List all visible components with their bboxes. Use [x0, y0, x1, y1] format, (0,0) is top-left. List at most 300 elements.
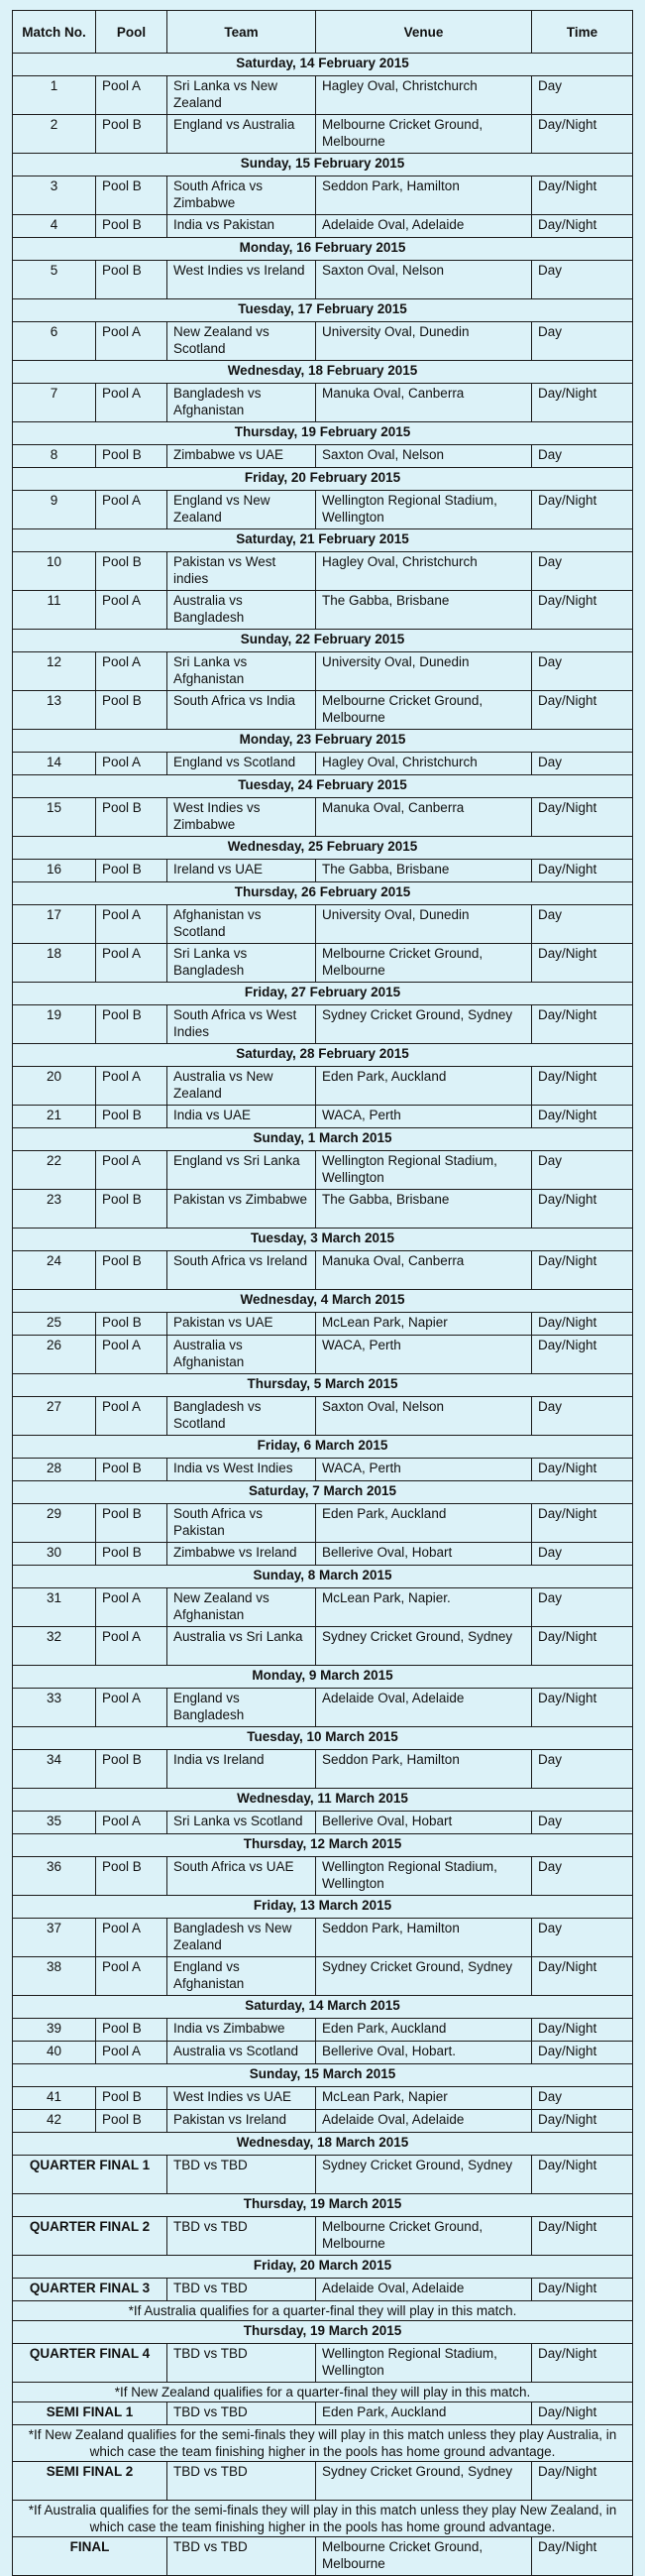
match-row: [13, 115, 633, 154]
venue-cell: Manuka Oval, Canberra: [316, 798, 532, 837]
date-row: [13, 299, 633, 322]
time-cell: Day/Night: [532, 2537, 633, 2576]
time-cell: Day/Night: [532, 1627, 633, 1666]
schedule-body: [13, 54, 633, 2576]
time-cell: Day: [532, 445, 633, 468]
match-number-cell: 26: [13, 1336, 96, 1374]
date-row: [13, 1666, 633, 1689]
venue-cell: Wellington Regional Stadium, Wellington: [316, 491, 532, 529]
header-venue: Venue: [316, 11, 532, 54]
knockout-row: [13, 2344, 633, 2383]
venue-cell: Wellington Regional Stadium, Wellington: [316, 1857, 532, 1896]
date-heading: Saturday, 21 February 2015: [13, 529, 633, 552]
venue-cell: Adelaide Oval, Adelaide: [316, 2279, 532, 2301]
time-cell: Day/Night: [532, 860, 633, 882]
team-cell: West Indies vs Ireland: [167, 261, 316, 299]
match-number-cell: 37: [13, 1919, 96, 1957]
pool-cell: Pool B: [96, 1190, 167, 1229]
pool-cell: Pool B: [96, 115, 167, 154]
date-heading: Sunday, 1 March 2015: [13, 1128, 633, 1151]
time-cell: Day/Night: [532, 2019, 633, 2042]
pool-cell: Pool A: [96, 76, 167, 115]
match-number-cell: 9: [13, 491, 96, 529]
footnote: *If Australia qualifies for a quarter-final they will play in this match.: [13, 2301, 633, 2321]
team-cell: England vs Sri Lanka: [167, 1151, 316, 1190]
date-row: [13, 361, 633, 384]
time-cell: Day: [532, 1151, 633, 1190]
team-cell: Pakistan vs West indies: [167, 552, 316, 591]
date-row: [13, 1896, 633, 1919]
match-row: [13, 1459, 633, 1481]
team-cell: England vs New Zealand: [167, 491, 316, 529]
pool-cell: Pool B: [96, 1543, 167, 1566]
match-row: [13, 1251, 633, 1290]
date-heading: Sunday, 15 February 2015: [13, 154, 633, 176]
match-row: [13, 753, 633, 775]
date-heading: Friday, 20 February 2015: [13, 468, 633, 491]
date-row: [13, 1290, 633, 1313]
team-cell: India vs Pakistan: [167, 215, 316, 238]
team-cell: Bangladesh vs Afghanistan: [167, 384, 316, 422]
time-cell: Day/Night: [532, 1504, 633, 1543]
knockout-row: [13, 2279, 633, 2301]
team-cell: Sri Lanka vs New Zealand: [167, 76, 316, 115]
team-cell: TBD vs TBD: [167, 2217, 316, 2256]
time-cell: Day/Night: [532, 2402, 633, 2425]
date-heading: Sunday, 8 March 2015: [13, 1566, 633, 1588]
date-heading: Sunday, 15 March 2015: [13, 2064, 633, 2087]
date-row: [13, 2064, 633, 2087]
venue-cell: McLean Park, Napier: [316, 2087, 532, 2110]
venue-cell: McLean Park, Napier.: [316, 1588, 532, 1627]
match-number-cell: 41: [13, 2087, 96, 2110]
team-cell: Australia vs Sri Lanka: [167, 1627, 316, 1666]
knockout-row: [13, 2402, 633, 2425]
match-number-cell: 39: [13, 2019, 96, 2042]
pool-cell: Pool A: [96, 1397, 167, 1436]
time-cell: Day/Night: [532, 2344, 633, 2383]
match-number-cell: 36: [13, 1857, 96, 1896]
venue-cell: Melbourne Cricket Ground, Melbourne: [316, 691, 532, 730]
team-cell: Pakistan vs Zimbabwe: [167, 1190, 316, 1229]
pool-cell: Pool B: [96, 2087, 167, 2110]
date-row: [13, 1229, 633, 1251]
venue-cell: Wellington Regional Stadium, Wellington: [316, 2344, 532, 2383]
team-cell: South Africa vs Ireland: [167, 1251, 316, 1290]
pool-cell: Pool B: [96, 552, 167, 591]
pool-cell: Pool B: [96, 176, 167, 215]
knockout-row: [13, 2462, 633, 2501]
venue-cell: Adelaide Oval, Adelaide: [316, 1689, 532, 1727]
pool-cell: Pool B: [96, 1459, 167, 1481]
time-cell: Day: [532, 1397, 633, 1436]
date-heading: Monday, 16 February 2015: [13, 238, 633, 261]
date-heading: Wednesday, 18 March 2015: [13, 2133, 633, 2156]
date-heading: Saturday, 14 February 2015: [13, 54, 633, 76]
match-row: [13, 1313, 633, 1336]
venue-cell: Manuka Oval, Canberra: [316, 1251, 532, 1290]
date-row: [13, 1481, 633, 1504]
match-number-cell: 19: [13, 1005, 96, 1044]
match-number-cell: 27: [13, 1397, 96, 1436]
team-cell: Australia vs New Zealand: [167, 1067, 316, 1106]
footnote: *If New Zealand qualifies for a quarter-final they will play in this match.: [13, 2383, 633, 2402]
stage-name: QUARTER FINAL 1: [13, 2156, 167, 2194]
date-heading: Saturday, 7 March 2015: [13, 1481, 633, 1504]
venue-cell: Eden Park, Auckland: [316, 2402, 532, 2425]
match-number-cell: 8: [13, 445, 96, 468]
pool-cell: Pool A: [96, 1957, 167, 1996]
time-cell: Day/Night: [532, 2462, 633, 2501]
venue-cell: Bellerive Oval, Hobart: [316, 1812, 532, 1834]
match-number-cell: 30: [13, 1543, 96, 1566]
team-cell: Ireland vs UAE: [167, 860, 316, 882]
pool-cell: Pool B: [96, 798, 167, 837]
date-row: [13, 1789, 633, 1812]
stage-name: SEMI FINAL 2: [13, 2462, 167, 2501]
pool-cell: Pool B: [96, 1106, 167, 1128]
team-cell: Sri Lanka vs Scotland: [167, 1812, 316, 1834]
date-row: [13, 630, 633, 652]
team-cell: Zimbabwe vs UAE: [167, 445, 316, 468]
date-heading: Wednesday, 18 February 2015: [13, 361, 633, 384]
date-row: [13, 983, 633, 1005]
note-row: [13, 2301, 633, 2321]
date-row: [13, 882, 633, 905]
venue-cell: Sydney Cricket Ground, Sydney: [316, 2156, 532, 2194]
match-number-cell: 14: [13, 753, 96, 775]
date-heading: Tuesday, 17 February 2015: [13, 299, 633, 322]
team-cell: South Africa vs West Indies: [167, 1005, 316, 1044]
venue-cell: Hagley Oval, Christchurch: [316, 76, 532, 115]
time-cell: Day: [532, 1750, 633, 1789]
venue-cell: Saxton Oval, Nelson: [316, 1397, 532, 1436]
date-heading: Thursday, 5 March 2015: [13, 1374, 633, 1397]
venue-cell: Adelaide Oval, Adelaide: [316, 2110, 532, 2133]
venue-cell: McLean Park, Napier: [316, 1313, 532, 1336]
knockout-row: [13, 2156, 633, 2194]
pool-cell: Pool B: [96, 1504, 167, 1543]
team-cell: Afghanistan vs Scotland: [167, 905, 316, 944]
time-cell: Day: [532, 1543, 633, 1566]
date-row: [13, 2256, 633, 2279]
match-row: [13, 1812, 633, 1834]
venue-cell: Eden Park, Auckland: [316, 2019, 532, 2042]
match-row: [13, 261, 633, 299]
match-row: [13, 1151, 633, 1190]
team-cell: India vs Zimbabwe: [167, 2019, 316, 2042]
match-number-cell: 1: [13, 76, 96, 115]
match-number-cell: 32: [13, 1627, 96, 1666]
venue-cell: Seddon Park, Hamilton: [316, 176, 532, 215]
knockout-row: [13, 2217, 633, 2256]
time-cell: Day/Night: [532, 176, 633, 215]
match-number-cell: 4: [13, 215, 96, 238]
team-cell: South Africa vs Zimbabwe: [167, 176, 316, 215]
venue-cell: Saxton Oval, Nelson: [316, 261, 532, 299]
pool-cell: Pool A: [96, 1812, 167, 1834]
venue-cell: University Oval, Dunedin: [316, 652, 532, 691]
pool-cell: Pool A: [96, 491, 167, 529]
team-cell: Bangladesh vs New Zealand: [167, 1919, 316, 1957]
team-cell: New Zealand vs Scotland: [167, 322, 316, 361]
venue-cell: The Gabba, Brisbane: [316, 860, 532, 882]
pool-cell: Pool A: [96, 1919, 167, 1957]
time-cell: Day/Night: [532, 2042, 633, 2064]
time-cell: Day/Night: [532, 1251, 633, 1290]
time-cell: Day/Night: [532, 2279, 633, 2301]
pool-cell: Pool A: [96, 1151, 167, 1190]
time-cell: Day/Night: [532, 2110, 633, 2133]
team-cell: TBD vs TBD: [167, 2344, 316, 2383]
team-cell: TBD vs TBD: [167, 2402, 316, 2425]
date-heading: Sunday, 22 February 2015: [13, 630, 633, 652]
team-cell: England vs Afghanistan: [167, 1957, 316, 1996]
footnote: *If New Zealand qualifies for the semi-finals they will play in this match unless they play Australia, in which case the team finishing higher in the pools has home ground advantage.: [13, 2425, 633, 2462]
team-cell: New Zealand vs Afghanistan: [167, 1588, 316, 1627]
date-row: [13, 1374, 633, 1397]
stage-name: QUARTER FINAL 4: [13, 2344, 167, 2383]
match-row: [13, 944, 633, 983]
venue-cell: The Gabba, Brisbane: [316, 591, 532, 630]
team-cell: TBD vs TBD: [167, 2462, 316, 2501]
team-cell: South Africa vs UAE: [167, 1857, 316, 1896]
team-cell: Bangladesh vs Scotland: [167, 1397, 316, 1436]
header-time: Time: [532, 11, 633, 54]
team-cell: Pakistan vs Ireland: [167, 2110, 316, 2133]
date-heading: Wednesday, 4 March 2015: [13, 1290, 633, 1313]
venue-cell: Seddon Park, Hamilton: [316, 1919, 532, 1957]
date-heading: Thursday, 19 March 2015: [13, 2321, 633, 2344]
stage-name: FINAL: [13, 2537, 167, 2576]
team-cell: Sri Lanka vs Bangladesh: [167, 944, 316, 983]
match-row: [13, 591, 633, 630]
time-cell: Day: [532, 1588, 633, 1627]
venue-cell: Bellerive Oval, Hobart: [316, 1543, 532, 1566]
match-row: [13, 445, 633, 468]
time-cell: Day/Night: [532, 1005, 633, 1044]
team-cell: Sri Lanka vs Afghanistan: [167, 652, 316, 691]
match-number-cell: 5: [13, 261, 96, 299]
date-row: [13, 238, 633, 261]
pool-cell: Pool B: [96, 691, 167, 730]
date-row: [13, 2133, 633, 2156]
match-number-cell: 21: [13, 1106, 96, 1128]
time-cell: Day: [532, 552, 633, 591]
note-row: [13, 2425, 633, 2462]
date-heading: Monday, 9 March 2015: [13, 1666, 633, 1689]
time-cell: Day: [532, 652, 633, 691]
match-number-cell: 2: [13, 115, 96, 154]
date-row: [13, 2194, 633, 2217]
match-row: [13, 691, 633, 730]
date-row: [13, 775, 633, 798]
time-cell: Day: [532, 2087, 633, 2110]
match-row: [13, 1067, 633, 1106]
venue-cell: WACA, Perth: [316, 1106, 532, 1128]
pool-cell: Pool B: [96, 2110, 167, 2133]
date-heading: Friday, 6 March 2015: [13, 1436, 633, 1459]
time-cell: Day: [532, 1857, 633, 1896]
venue-cell: Melbourne Cricket Ground, Melbourne: [316, 2537, 532, 2576]
date-heading: Tuesday, 3 March 2015: [13, 1229, 633, 1251]
pool-cell: Pool A: [96, 652, 167, 691]
match-row: [13, 2019, 633, 2042]
team-cell: England vs Australia: [167, 115, 316, 154]
pool-cell: Pool A: [96, 1689, 167, 1727]
date-row: [13, 1436, 633, 1459]
date-heading: Monday, 23 February 2015: [13, 730, 633, 753]
date-row: [13, 1996, 633, 2019]
match-row: [13, 1957, 633, 1996]
match-row: [13, 652, 633, 691]
venue-cell: Melbourne Cricket Ground, Melbourne: [316, 115, 532, 154]
time-cell: Day/Night: [532, 2156, 633, 2194]
date-row: [13, 1727, 633, 1750]
team-cell: TBD vs TBD: [167, 2279, 316, 2301]
venue-cell: Eden Park, Auckland: [316, 1067, 532, 1106]
pool-cell: Pool A: [96, 1588, 167, 1627]
match-number-cell: 6: [13, 322, 96, 361]
pool-cell: Pool B: [96, 1750, 167, 1789]
venue-cell: Hagley Oval, Christchurch: [316, 753, 532, 775]
date-row: [13, 54, 633, 76]
date-heading: Saturday, 28 February 2015: [13, 1044, 633, 1067]
match-number-cell: 24: [13, 1251, 96, 1290]
match-row: [13, 215, 633, 238]
team-cell: India vs Ireland: [167, 1750, 316, 1789]
date-heading: Friday, 13 March 2015: [13, 1896, 633, 1919]
venue-cell: Hagley Oval, Christchurch: [316, 552, 532, 591]
team-cell: India vs UAE: [167, 1106, 316, 1128]
pool-cell: Pool B: [96, 1313, 167, 1336]
match-number-cell: 16: [13, 860, 96, 882]
date-row: [13, 529, 633, 552]
header-pool: Pool: [96, 11, 167, 54]
time-cell: Day/Night: [532, 115, 633, 154]
match-row: [13, 1106, 633, 1128]
match-number-cell: 29: [13, 1504, 96, 1543]
team-cell: England vs Bangladesh: [167, 1689, 316, 1727]
team-cell: England vs Scotland: [167, 753, 316, 775]
time-cell: Day/Night: [532, 491, 633, 529]
time-cell: Day/Night: [532, 384, 633, 422]
time-cell: Day/Night: [532, 798, 633, 837]
match-number-cell: 18: [13, 944, 96, 983]
time-cell: Day: [532, 905, 633, 944]
venue-cell: Bellerive Oval, Hobart.: [316, 2042, 532, 2064]
time-cell: Day/Night: [532, 1067, 633, 1106]
pool-cell: Pool A: [96, 944, 167, 983]
time-cell: Day: [532, 753, 633, 775]
time-cell: Day/Night: [532, 1459, 633, 1481]
match-row: [13, 1919, 633, 1957]
time-cell: Day/Night: [532, 1689, 633, 1727]
match-row: [13, 1689, 633, 1727]
venue-cell: Melbourne Cricket Ground, Melbourne: [316, 944, 532, 983]
pool-cell: Pool B: [96, 860, 167, 882]
venue-cell: Manuka Oval, Canberra: [316, 384, 532, 422]
time-cell: Day/Night: [532, 1313, 633, 1336]
match-row: [13, 552, 633, 591]
pool-cell: Pool A: [96, 905, 167, 944]
venue-cell: Sydney Cricket Ground, Sydney: [316, 2462, 532, 2501]
venue-cell: The Gabba, Brisbane: [316, 1190, 532, 1229]
match-row: [13, 1857, 633, 1896]
date-heading: Saturday, 14 March 2015: [13, 1996, 633, 2019]
date-heading: Wednesday, 25 February 2015: [13, 837, 633, 860]
match-row: [13, 2110, 633, 2133]
team-cell: Australia vs Bangladesh: [167, 591, 316, 630]
time-cell: Day: [532, 322, 633, 361]
venue-cell: WACA, Perth: [316, 1459, 532, 1481]
date-heading: Thursday, 19 February 2015: [13, 422, 633, 445]
footnote: *If Australia qualifies for the semi-finals they will play in this match unless they play New Zealand, in which case the team finishing higher in the pools has home ground advantage.: [13, 2501, 633, 2537]
match-number-cell: 35: [13, 1812, 96, 1834]
date-row: [13, 730, 633, 753]
pool-cell: Pool B: [96, 1857, 167, 1896]
match-row: [13, 798, 633, 837]
date-heading: Thursday, 26 February 2015: [13, 882, 633, 905]
venue-cell: Wellington Regional Stadium, Wellington: [316, 1151, 532, 1190]
match-row: [13, 1627, 633, 1666]
time-cell: Day: [532, 261, 633, 299]
match-number-cell: 42: [13, 2110, 96, 2133]
match-number-cell: 12: [13, 652, 96, 691]
match-row: [13, 1336, 633, 1374]
pool-cell: Pool B: [96, 1251, 167, 1290]
pool-cell: Pool A: [96, 1336, 167, 1374]
pool-cell: Pool B: [96, 215, 167, 238]
match-number-cell: 10: [13, 552, 96, 591]
pool-cell: Pool A: [96, 2042, 167, 2064]
note-row: [13, 2501, 633, 2537]
pool-cell: Pool A: [96, 591, 167, 630]
team-cell: South Africa vs India: [167, 691, 316, 730]
date-row: [13, 422, 633, 445]
match-row: [13, 76, 633, 115]
pool-cell: Pool B: [96, 261, 167, 299]
match-row: [13, 1397, 633, 1436]
team-cell: TBD vs TBD: [167, 2156, 316, 2194]
venue-cell: Sydney Cricket Ground, Sydney: [316, 1957, 532, 1996]
date-heading: Thursday, 12 March 2015: [13, 1834, 633, 1857]
venue-cell: University Oval, Dunedin: [316, 322, 532, 361]
schedule-table: [12, 10, 633, 2576]
match-row: [13, 1750, 633, 1789]
header-row: [13, 11, 633, 54]
match-row: [13, 1504, 633, 1543]
match-row: [13, 176, 633, 215]
schedule-container: [12, 10, 632, 2576]
note-row: [13, 2383, 633, 2402]
team-cell: West Indies vs Zimbabwe: [167, 798, 316, 837]
venue-cell: Saxton Oval, Nelson: [316, 445, 532, 468]
venue-cell: University Oval, Dunedin: [316, 905, 532, 944]
time-cell: Day/Night: [532, 691, 633, 730]
time-cell: Day/Night: [532, 1106, 633, 1128]
match-number-cell: 33: [13, 1689, 96, 1727]
team-cell: Australia vs Scotland: [167, 2042, 316, 2064]
match-number-cell: 28: [13, 1459, 96, 1481]
venue-cell: Sydney Cricket Ground, Sydney: [316, 1627, 532, 1666]
time-cell: Day: [532, 1919, 633, 1957]
match-row: [13, 491, 633, 529]
match-number-cell: 15: [13, 798, 96, 837]
match-number-cell: 20: [13, 1067, 96, 1106]
match-row: [13, 384, 633, 422]
date-row: [13, 154, 633, 176]
